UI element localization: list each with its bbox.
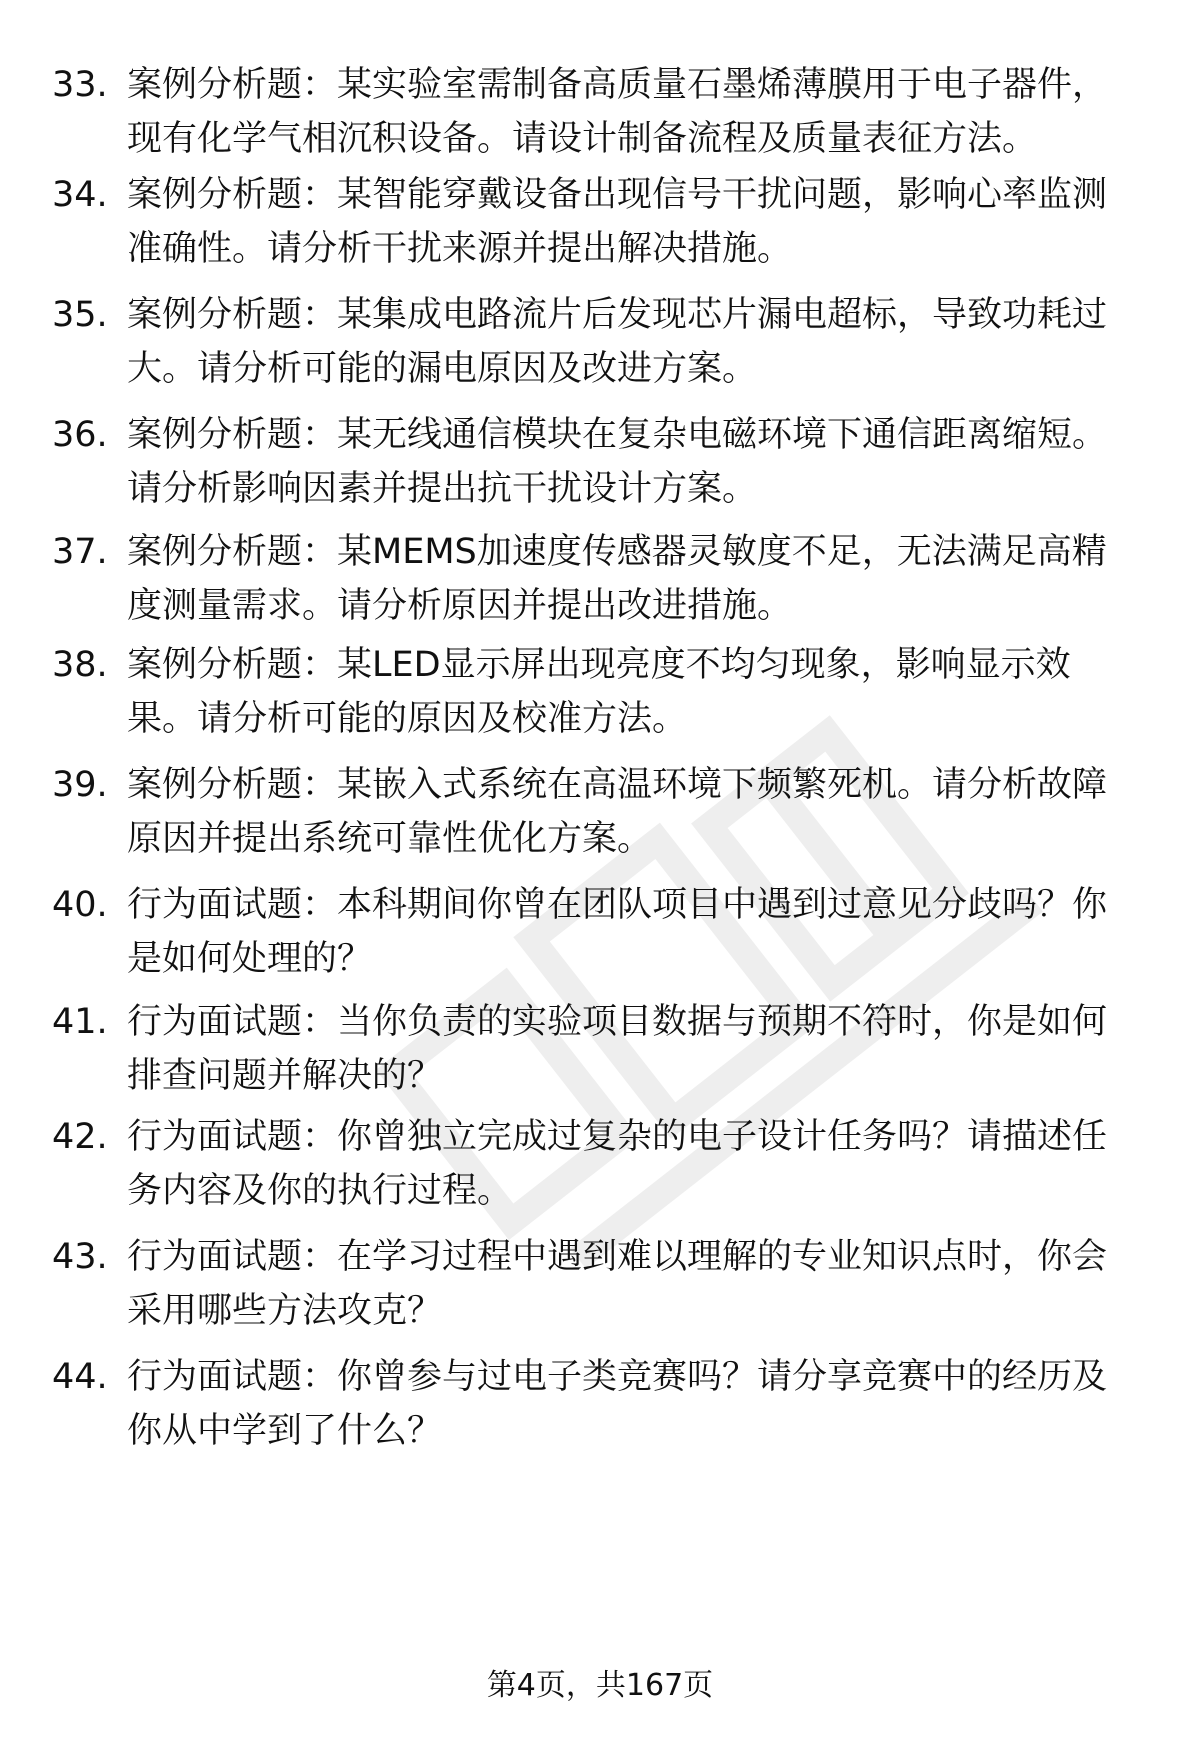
question-line: 务内容及你的执行过程。: [127, 1171, 513, 1211]
question-line: 是如何处理的？: [127, 939, 373, 979]
question-line: 案例分析题：某嵌入式系统在高温环境下频繁死机。请分析故障: [127, 765, 1108, 805]
question-line: 行为面试题：在学习过程中遇到难以理解的专业知识点时，你会: [127, 1237, 1108, 1277]
question-line: 大。请分析可能的漏电原因及改进方案。: [127, 349, 758, 389]
question-line: 案例分析题：某LED显示屏出现亮度不均匀现象，影响显示效: [127, 645, 1071, 685]
question-line: 行为面试题：本科期间你曾在团队项目中遇到过意见分歧吗？你: [127, 885, 1108, 925]
question-number: 37.: [52, 532, 108, 572]
question-line: 行为面试题：当你负责的实验项目数据与预期不符时，你是如何: [127, 1002, 1108, 1042]
question-line: 案例分析题：某集成电路流片后发现芯片漏电超标，导致功耗过: [127, 295, 1108, 335]
question-line: 原因并提出系统可靠性优化方案。: [127, 819, 653, 859]
question-number: 42.: [52, 1117, 108, 1157]
question-line: 案例分析题：某智能穿戴设备出现信号干扰问题，影响心率监测: [127, 175, 1108, 215]
question-line: 准确性。请分析干扰来源并提出解决措施。: [127, 229, 793, 269]
question-line: 度测量需求。请分析原因并提出改进措施。: [127, 586, 793, 626]
question-line: 现有化学气相沉积设备。请设计制备流程及质量表征方法。: [127, 119, 1038, 159]
page-number-footer: 第4页，共167页: [486, 1668, 714, 1703]
question-text: [127, 995, 1177, 1103]
question-line: 案例分析题：某实验室需制备高质量石墨烯薄膜用于电子器件，: [127, 65, 1108, 105]
question-text: [127, 1110, 1177, 1218]
question-number: 38.: [52, 645, 108, 685]
question-number: 41.: [52, 1002, 108, 1042]
question-line: 你从中学到了什么？: [127, 1411, 443, 1451]
question-number: 34.: [52, 175, 108, 215]
question-number: 33.: [52, 65, 108, 105]
question-line: 采用哪些方法攻克？: [127, 1291, 443, 1331]
question-number: 35.: [52, 295, 108, 335]
question-line: 排查问题并解决的？: [127, 1056, 443, 1096]
question-text: [127, 638, 1177, 746]
question-line: 请分析影响因素并提出抗干扰设计方案。: [127, 469, 758, 509]
question-line: 案例分析题：某MEMS加速度传感器灵敏度不足，无法满足高精: [127, 532, 1107, 572]
question-line: 案例分析题：某无线通信模块在复杂电磁环境下通信距离缩短。: [127, 415, 1108, 455]
question-text: [127, 168, 1177, 276]
question-text: [127, 758, 1177, 866]
question-text: [127, 525, 1177, 633]
question-text: [127, 288, 1177, 396]
question-line: 行为面试题：你曾独立完成过复杂的电子设计任务吗？请描述任: [127, 1117, 1108, 1157]
question-line: 果。请分析可能的原因及校准方法。: [127, 699, 688, 739]
question-text: [127, 408, 1177, 516]
question-text: [127, 58, 1177, 166]
question-number: 39.: [52, 765, 108, 805]
question-text: [127, 1230, 1177, 1338]
question-number: 36.: [52, 415, 108, 455]
question-number: 40.: [52, 885, 108, 925]
question-text: [127, 1350, 1177, 1458]
question-line: 行为面试题：你曾参与过电子类竞赛吗？请分享竞赛中的经历及: [127, 1357, 1108, 1397]
question-text: [127, 878, 1177, 986]
question-number: 43.: [52, 1237, 108, 1277]
question-number: 44.: [52, 1357, 108, 1397]
